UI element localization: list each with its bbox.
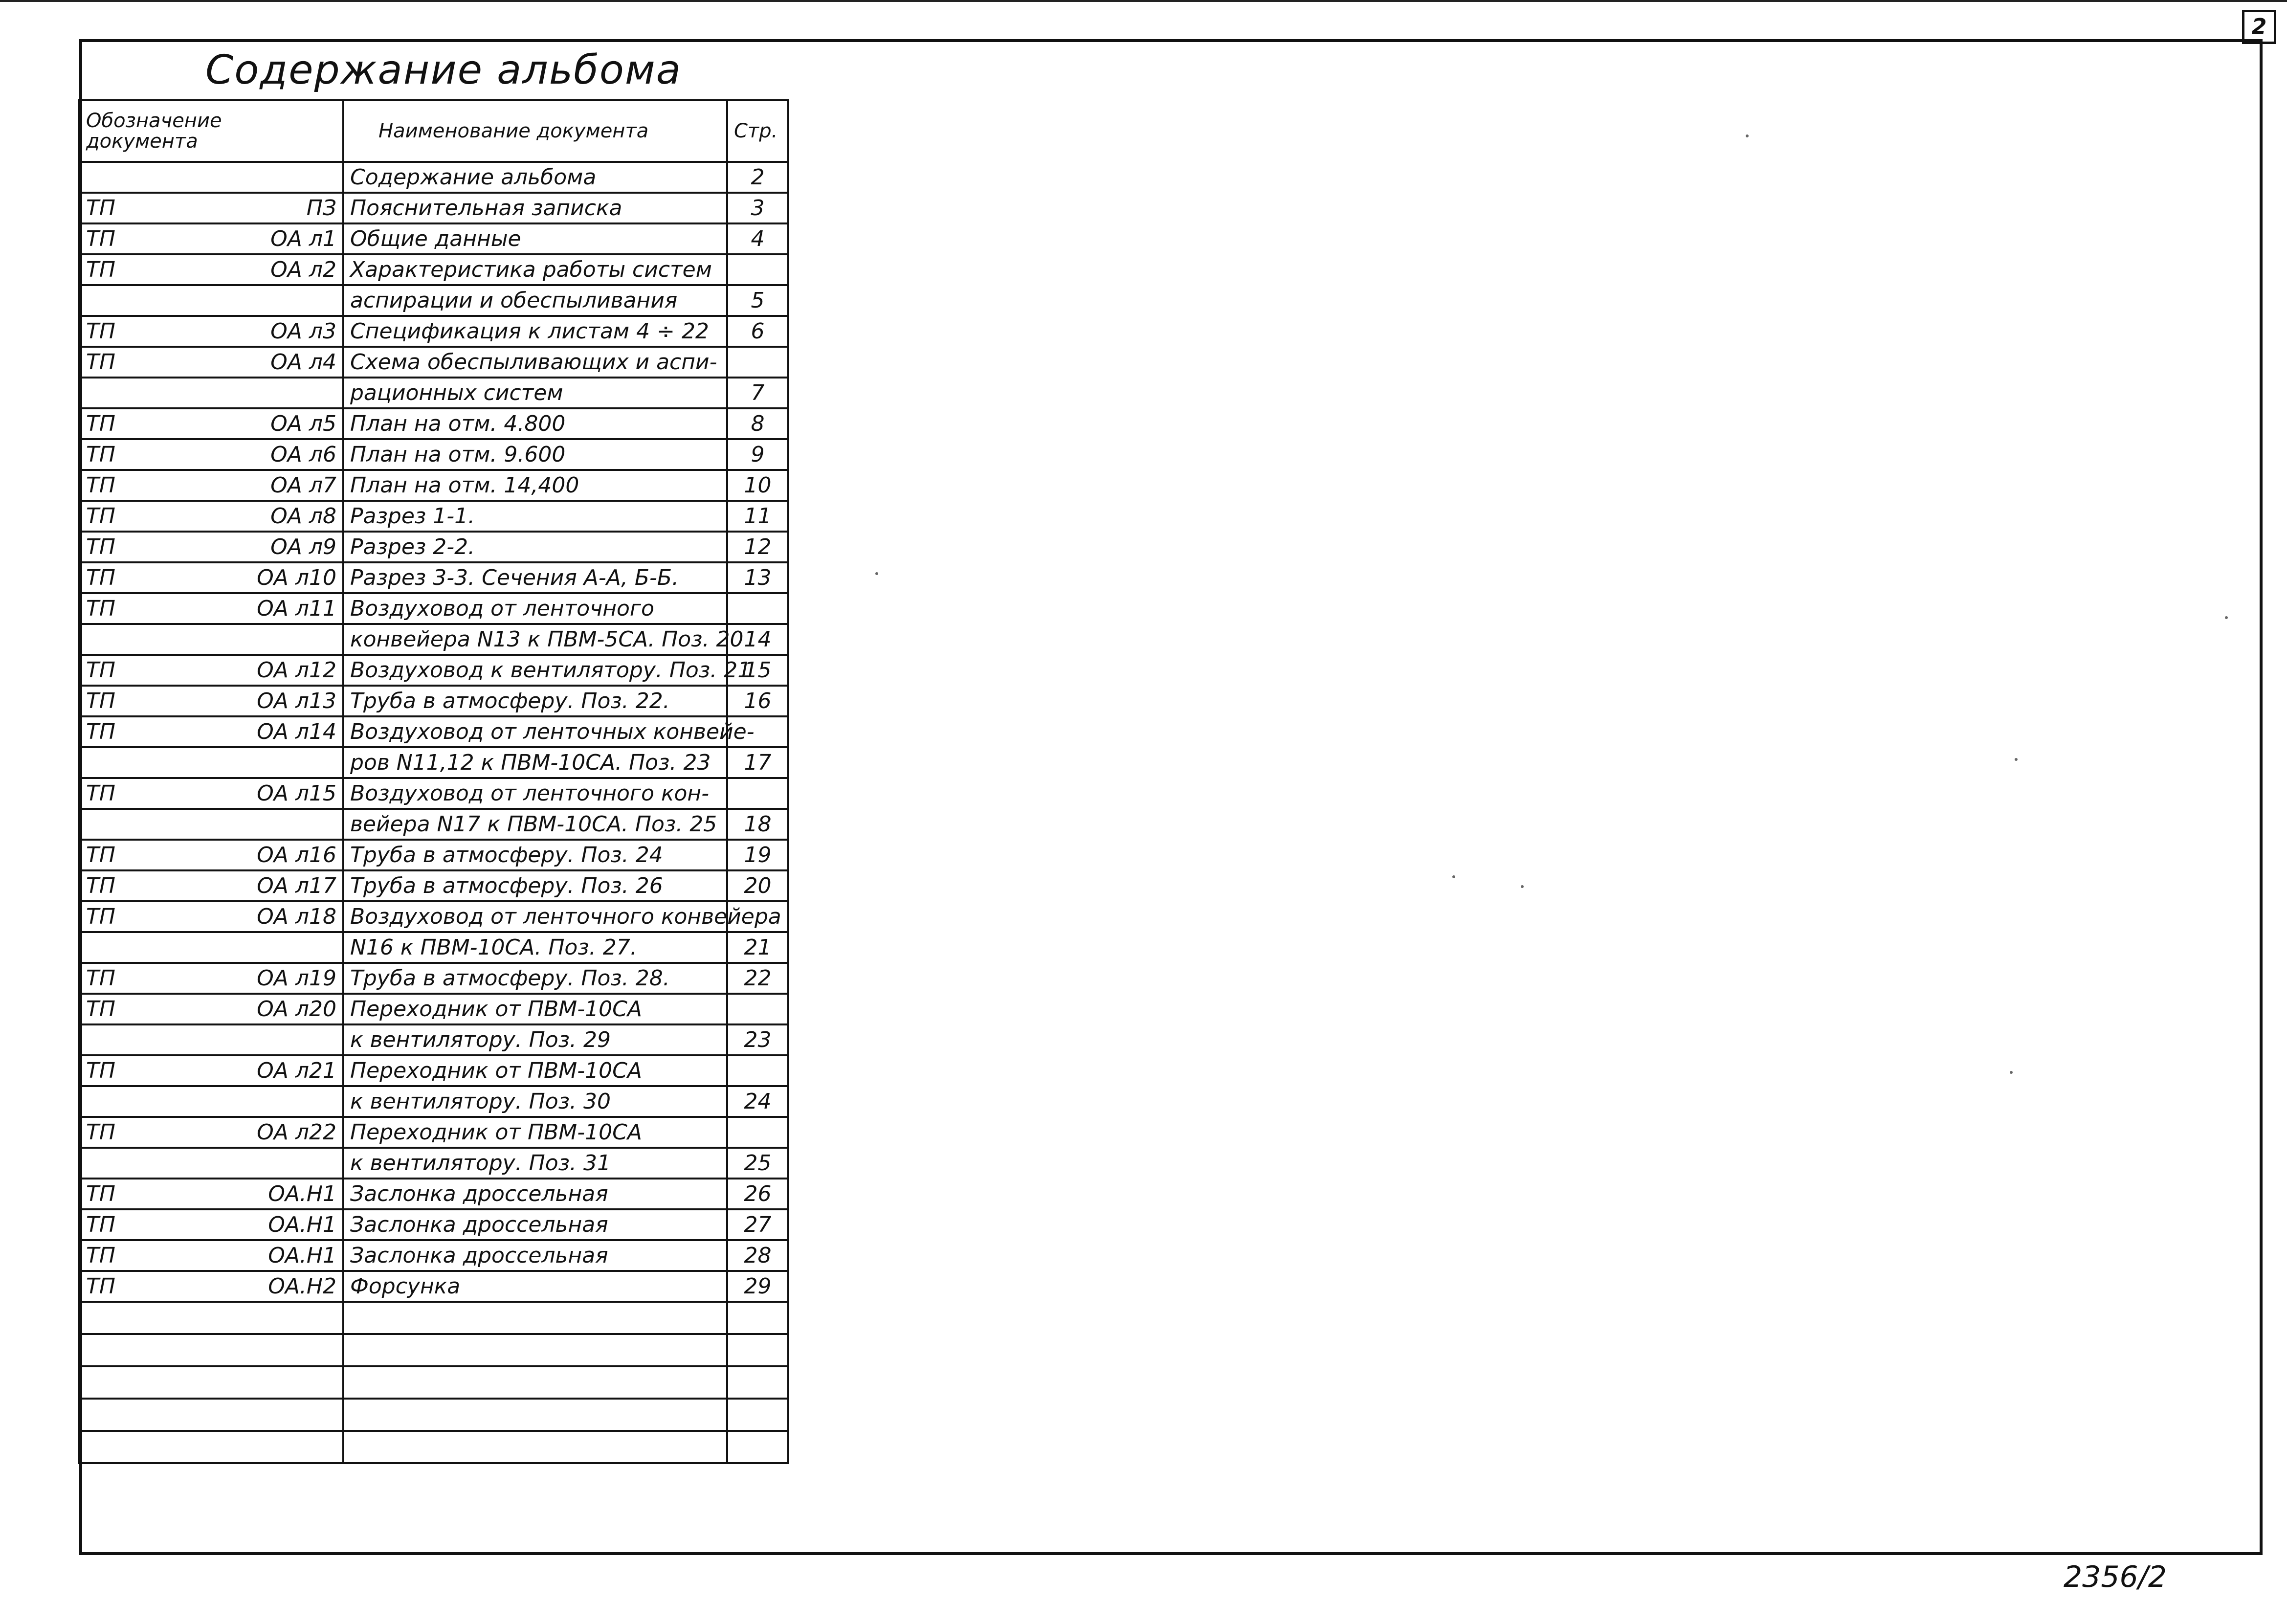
- empty-cell: [727, 1302, 788, 1334]
- cell-document-name: ров N11,12 к ПВМ-10СА. Поз. 23: [343, 747, 727, 778]
- cell-page: 23: [727, 1024, 788, 1055]
- table-row: [79, 532, 788, 562]
- empty-cell: [79, 1334, 343, 1366]
- document-code: ОА л22: [257, 1120, 336, 1145]
- table-row: [79, 1209, 788, 1240]
- series-label: ТП: [86, 504, 115, 529]
- series-label: ТП: [86, 319, 115, 344]
- cell-document-name: Труба в атмосферу. Поз. 26: [343, 870, 727, 901]
- document-code: ОА л15: [257, 781, 336, 806]
- document-code: ОА л12: [257, 658, 336, 683]
- empty-cell: [727, 1399, 788, 1431]
- sheet-number: 2: [2242, 10, 2276, 44]
- document-code: ОА л4: [270, 350, 336, 375]
- cell-code: [79, 193, 343, 223]
- document-code: ОА л21: [257, 1058, 336, 1083]
- cell-page: 10: [727, 470, 788, 501]
- cell-page: 21: [727, 932, 788, 963]
- document-code: ОА л11: [257, 596, 336, 621]
- cell-document-name: Заслонка дроссельная: [343, 1240, 727, 1271]
- contents-table: [78, 99, 789, 1464]
- cell-page: 16: [727, 686, 788, 716]
- table-row: [79, 624, 788, 655]
- cell-code: [79, 254, 343, 285]
- cell-document-name: Воздуховод от ленточного конвейера: [343, 901, 727, 932]
- cell-page: 24: [727, 1086, 788, 1117]
- document-code: ОА л8: [270, 504, 336, 529]
- cell-page: 8: [727, 408, 788, 439]
- series-label: ТП: [86, 719, 115, 744]
- cell-code: [79, 501, 343, 532]
- cell-document-name: Разрез 1-1.: [343, 501, 727, 532]
- document-code: ОА л20: [257, 997, 336, 1022]
- document-code: ОА л9: [270, 534, 336, 559]
- table-row: [79, 1117, 788, 1148]
- document-code: ОА л14: [257, 719, 336, 744]
- cell-code: [79, 532, 343, 562]
- cell-document-name: Характеристика работы систем: [343, 254, 727, 285]
- series-label: ТП: [86, 1243, 115, 1268]
- cell-document-name: Переходник от ПВМ-10СА: [343, 1055, 727, 1086]
- cell-document-name: Переходник от ПВМ-10СА: [343, 994, 727, 1024]
- series-label: ТП: [86, 689, 115, 713]
- cell-document-name: План на отм. 9.600: [343, 439, 727, 470]
- cell-page: 22: [727, 963, 788, 994]
- cell-code: [79, 408, 343, 439]
- series-label: ТП: [86, 1058, 115, 1083]
- scan-speck: [2010, 1071, 2013, 1074]
- cell-document-name: Заслонка дроссельная: [343, 1209, 727, 1240]
- series-label: ТП: [86, 226, 115, 251]
- table-row: [79, 439, 788, 470]
- archive-number: 2356/2: [2064, 1560, 2167, 1594]
- cell-page: 29: [727, 1271, 788, 1302]
- table-row: [79, 223, 788, 254]
- cell-code: [79, 562, 343, 593]
- cell-page: 28: [727, 1240, 788, 1271]
- cell-code: [79, 470, 343, 501]
- series-label: ТП: [86, 1120, 115, 1145]
- document-code: ОА л7: [270, 473, 336, 498]
- document-code: ПЗ: [306, 196, 336, 221]
- document-code: ОА л2: [270, 257, 336, 282]
- series-label: ТП: [86, 843, 115, 868]
- document-code: ОА л13: [257, 689, 336, 713]
- cell-code: [79, 624, 343, 655]
- cell-page: 20: [727, 870, 788, 901]
- table-row: [79, 747, 788, 778]
- empty-row: [79, 1366, 788, 1399]
- cell-page: 26: [727, 1179, 788, 1209]
- table-row: [79, 1240, 788, 1271]
- series-label: ТП: [86, 350, 115, 375]
- cell-code: [79, 716, 343, 747]
- cell-document-name: Труба в атмосферу. Поз. 28.: [343, 963, 727, 994]
- table-row: [79, 870, 788, 901]
- table-row: [79, 1024, 788, 1055]
- empty-cell: [343, 1334, 727, 1366]
- empty-cell: [79, 1302, 343, 1334]
- cell-page: 5: [727, 285, 788, 316]
- table-row: [79, 1179, 788, 1209]
- cell-page: 15: [727, 655, 788, 686]
- cell-page: [727, 254, 788, 285]
- series-label: ТП: [86, 873, 115, 898]
- cell-code: [79, 1271, 343, 1302]
- cell-code: [79, 1240, 343, 1271]
- scan-speck: [1452, 875, 1455, 878]
- empty-row: [79, 1302, 788, 1334]
- document-code: ОА л16: [257, 843, 336, 868]
- table-row: [79, 1086, 788, 1117]
- cell-document-name: Спецификация к листам 4 ÷ 22: [343, 316, 727, 347]
- cell-code: [79, 593, 343, 624]
- table-row: [79, 378, 788, 408]
- table-row: [79, 778, 788, 809]
- table-row: [79, 1271, 788, 1302]
- cell-code: [79, 1055, 343, 1086]
- table-row: [79, 593, 788, 624]
- document-code: ОА л10: [257, 565, 336, 590]
- cell-code: [79, 686, 343, 716]
- cell-page: 14: [727, 624, 788, 655]
- document-code: ОА.Н1: [268, 1243, 336, 1268]
- empty-cell: [727, 1334, 788, 1366]
- series-label: ТП: [86, 1212, 115, 1237]
- cell-code: [79, 655, 343, 686]
- empty-row: [79, 1431, 788, 1463]
- table-row: [79, 285, 788, 316]
- table-row: [79, 901, 788, 932]
- cell-code: [79, 870, 343, 901]
- table-row: [79, 562, 788, 593]
- cell-code: [79, 347, 343, 378]
- empty-row: [79, 1399, 788, 1431]
- series-label: ТП: [86, 966, 115, 991]
- cell-document-name: План на отм. 14,400: [343, 470, 727, 501]
- table-header-row: [79, 100, 788, 162]
- cell-code: [79, 901, 343, 932]
- cell-document-name: Труба в атмосферу. Поз. 24: [343, 840, 727, 870]
- table-row: [79, 408, 788, 439]
- cell-code: [79, 840, 343, 870]
- cell-document-name: Воздуховод к вентилятору. Поз. 21: [343, 655, 727, 686]
- cell-code: [79, 963, 343, 994]
- table-row: [79, 347, 788, 378]
- cell-page: 7: [727, 378, 788, 408]
- table-row: [79, 193, 788, 223]
- cell-document-name: Общие данные: [343, 223, 727, 254]
- empty-cell: [343, 1399, 727, 1431]
- cell-page: [727, 1055, 788, 1086]
- table-row: [79, 470, 788, 501]
- cell-document-name: к вентилятору. Поз. 29: [343, 1024, 727, 1055]
- cell-code: [79, 285, 343, 316]
- cell-document-name: Содержание альбома: [343, 162, 727, 193]
- cell-code: [79, 778, 343, 809]
- table-row: [79, 655, 788, 686]
- empty-cell: [727, 1431, 788, 1463]
- album-title: Содержание альбома: [205, 47, 682, 93]
- cell-document-name: Воздуховод от ленточных конвейе-: [343, 716, 727, 747]
- cell-page: [727, 347, 788, 378]
- series-label: ТП: [86, 411, 115, 436]
- cell-page: 12: [727, 532, 788, 562]
- cell-page: [727, 778, 788, 809]
- series-label: ТП: [86, 904, 115, 929]
- cell-code: [79, 378, 343, 408]
- cell-document-name: к вентилятору. Поз. 30: [343, 1086, 727, 1117]
- document-code: ОА л17: [257, 873, 336, 898]
- empty-row: [79, 1334, 788, 1366]
- cell-code: [79, 747, 343, 778]
- cell-code: [79, 1117, 343, 1148]
- scan-speck: [875, 572, 878, 575]
- cell-page: [727, 593, 788, 624]
- cell-code: [79, 1209, 343, 1240]
- scan-speck: [2225, 616, 2228, 619]
- cell-code: [79, 809, 343, 840]
- empty-cell: [79, 1366, 343, 1399]
- cell-page: 4: [727, 223, 788, 254]
- series-label: ТП: [86, 473, 115, 498]
- document-code: ОА л6: [270, 442, 336, 467]
- empty-cell: [727, 1366, 788, 1399]
- table-row: [79, 809, 788, 840]
- series-label: ТП: [86, 781, 115, 806]
- table-body: [79, 162, 788, 1463]
- cell-page: 6: [727, 316, 788, 347]
- document-code: ОА.Н1: [268, 1181, 336, 1206]
- cell-page: [727, 1117, 788, 1148]
- cell-code: [79, 162, 343, 193]
- header-page: Стр.: [727, 100, 788, 162]
- cell-page: 9: [727, 439, 788, 470]
- document-code: ОА.Н1: [268, 1212, 336, 1237]
- cell-document-name: Переходник от ПВМ-10СА: [343, 1117, 727, 1148]
- cell-document-name: к вентилятору. Поз. 31: [343, 1148, 727, 1179]
- table-row: [79, 963, 788, 994]
- table-row: [79, 316, 788, 347]
- header-code: Обозначение документа: [79, 100, 343, 162]
- series-label: ТП: [86, 1181, 115, 1206]
- cell-document-name: Заслонка дроссельная: [343, 1179, 727, 1209]
- table-row: [79, 840, 788, 870]
- header-name: Наименование документа: [343, 100, 727, 162]
- series-label: ТП: [86, 257, 115, 282]
- series-label: ТП: [86, 534, 115, 559]
- table-row: [79, 1148, 788, 1179]
- document-code: ОА л3: [270, 319, 336, 344]
- cell-code: [79, 932, 343, 963]
- cell-document-name: Схема обеспыливающих и аспи-: [343, 347, 727, 378]
- cell-page: 2: [727, 162, 788, 193]
- cell-document-name: Пояснительная записка: [343, 193, 727, 223]
- scan-speck: [2015, 758, 2018, 761]
- table-row: [79, 254, 788, 285]
- cell-page: 25: [727, 1148, 788, 1179]
- series-label: ТП: [86, 997, 115, 1022]
- empty-cell: [79, 1399, 343, 1431]
- cell-document-name: Воздуховод от ленточного: [343, 593, 727, 624]
- scan-speck: [1521, 885, 1524, 888]
- cell-page: 11: [727, 501, 788, 532]
- empty-cell: [79, 1431, 343, 1463]
- cell-document-name: Форсунка: [343, 1271, 727, 1302]
- document-code: ОА л1: [270, 226, 336, 251]
- cell-code: [79, 1179, 343, 1209]
- document-code: ОА.Н2: [268, 1274, 336, 1299]
- cell-page: 27: [727, 1209, 788, 1240]
- cell-page: [727, 994, 788, 1024]
- cell-document-name: конвейера N13 к ПВМ-5СА. Поз. 20: [343, 624, 727, 655]
- series-label: ТП: [86, 1274, 115, 1299]
- document-code: ОА л18: [257, 904, 336, 929]
- series-label: ТП: [86, 658, 115, 683]
- sheet-top-edge: [0, 0, 2287, 2]
- cell-page: 3: [727, 193, 788, 223]
- table-row: [79, 162, 788, 193]
- cell-document-name: Разрез 2-2.: [343, 532, 727, 562]
- cell-code: [79, 439, 343, 470]
- series-label: ТП: [86, 596, 115, 621]
- cell-page: 18: [727, 809, 788, 840]
- series-label: ТП: [86, 565, 115, 590]
- table-row: [79, 994, 788, 1024]
- table-row: [79, 1055, 788, 1086]
- cell-page: 19: [727, 840, 788, 870]
- cell-code: [79, 223, 343, 254]
- cell-code: [79, 1086, 343, 1117]
- cell-page: 13: [727, 562, 788, 593]
- empty-cell: [343, 1366, 727, 1399]
- table-row: [79, 932, 788, 963]
- document-code: ОА л5: [270, 411, 336, 436]
- table-row: [79, 716, 788, 747]
- cell-document-name: аспирации и обеспыливания: [343, 285, 727, 316]
- series-label: ТП: [86, 442, 115, 467]
- table-row: [79, 686, 788, 716]
- cell-document-name: рационных систем: [343, 378, 727, 408]
- cell-code: [79, 994, 343, 1024]
- cell-code: [79, 1024, 343, 1055]
- scan-speck: [1746, 134, 1749, 137]
- cell-document-name: План на отм. 4.800: [343, 408, 727, 439]
- empty-cell: [343, 1302, 727, 1334]
- table-row: [79, 501, 788, 532]
- cell-document-name: Разрез 3-3. Сечения А-А, Б-Б.: [343, 562, 727, 593]
- empty-cell: [343, 1431, 727, 1463]
- cell-document-name: N16 к ПВМ-10СА. Поз. 27.: [343, 932, 727, 963]
- series-label: ТП: [86, 196, 115, 221]
- cell-document-name: вейера N17 к ПВМ-10СА. Поз. 25: [343, 809, 727, 840]
- cell-code: [79, 1148, 343, 1179]
- document-code: ОА л19: [257, 966, 336, 991]
- cell-document-name: Воздуховод от ленточного кон-: [343, 778, 727, 809]
- cell-page: 17: [727, 747, 788, 778]
- cell-code: [79, 316, 343, 347]
- cell-document-name: Труба в атмосферу. Поз. 22.: [343, 686, 727, 716]
